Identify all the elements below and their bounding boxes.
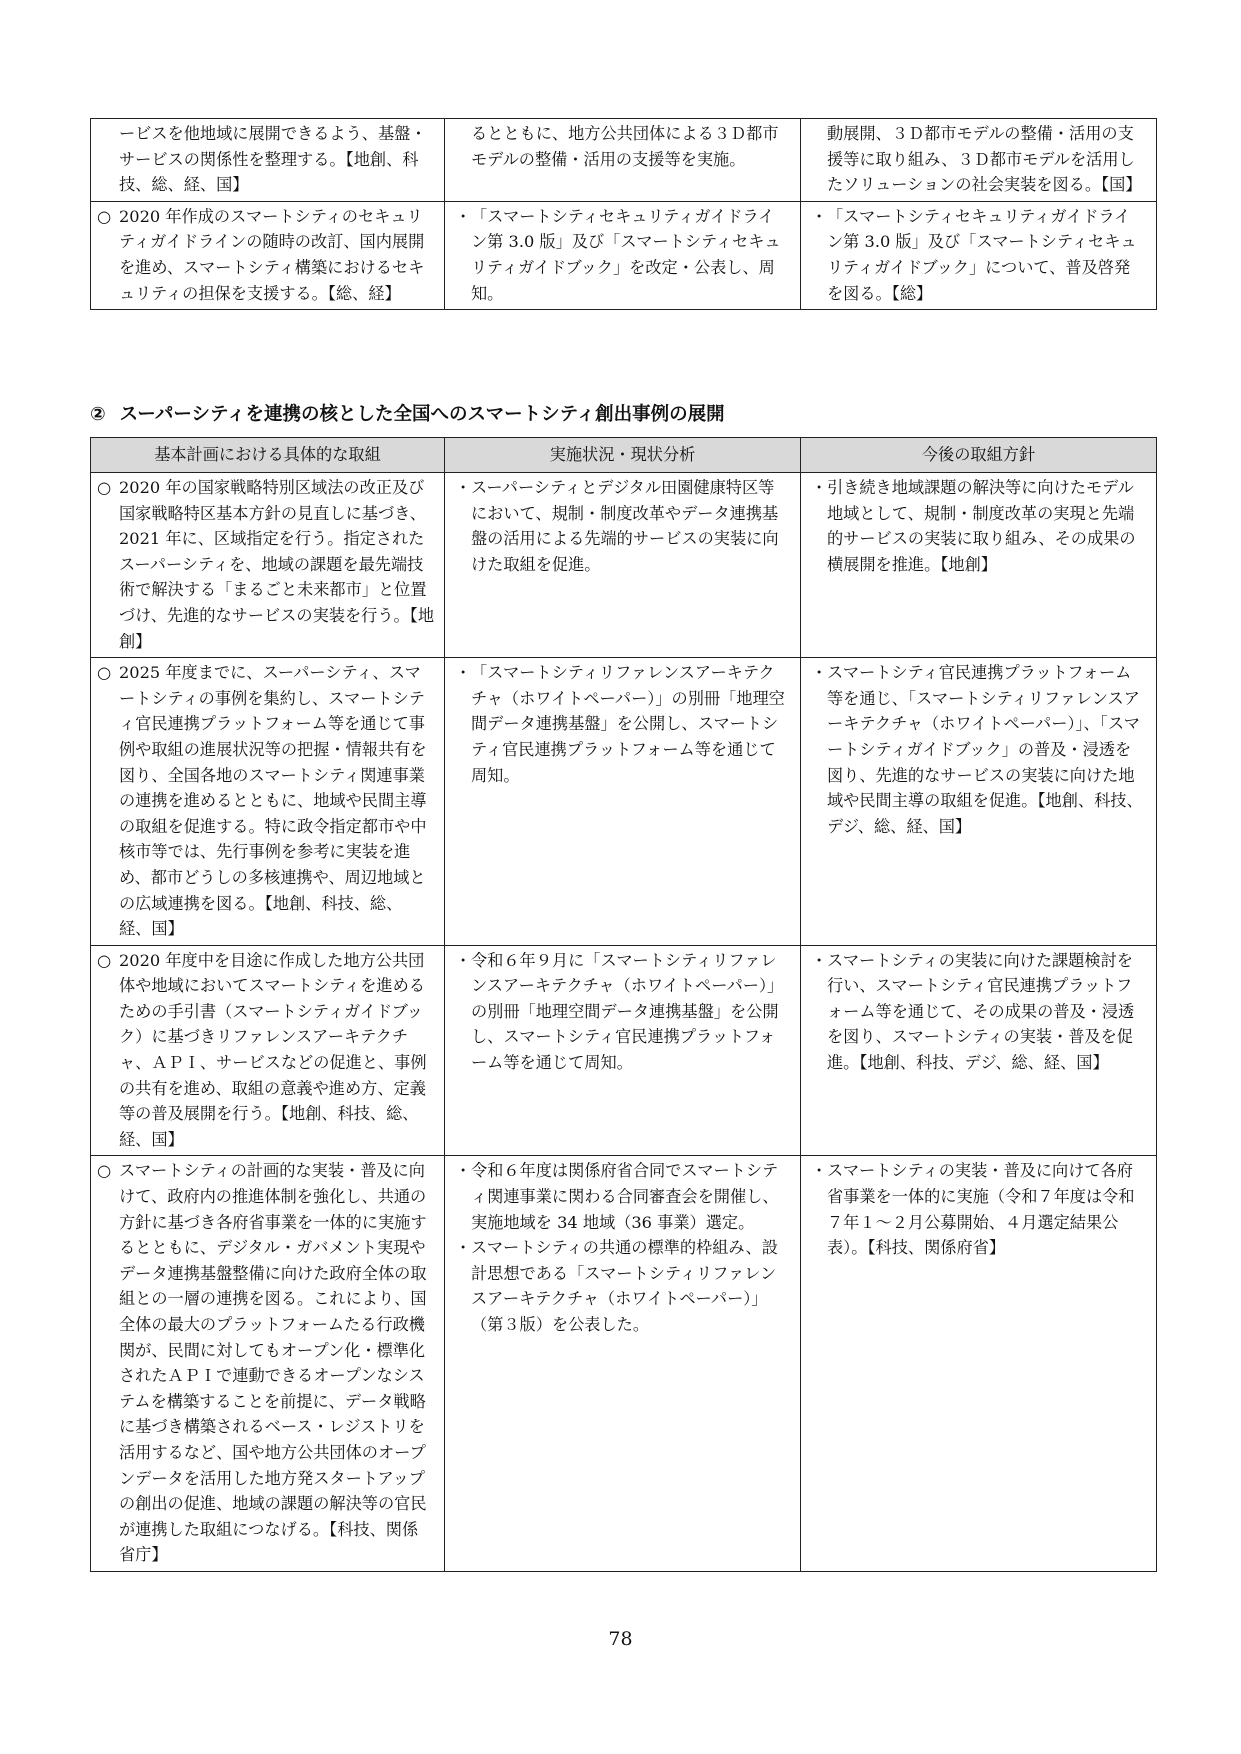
status-cell	[445, 658, 801, 946]
table-row	[91, 201, 1157, 309]
plan-text: ○ 2020 年度中を目途に作成した地方公共団体や地域においてスマートシティを進めるための手引書（スマートシティガイドブック）に基づきリファレンスアーキテクチャ、ＡＰＩ、サービスなどの促進と、事例の共有を進め、取組の意義や進め方、定義等の普及展開を行う。【地創、科技、総、経、国】	[101, 948, 434, 1153]
plan-text: ○ 2025 年度までに、スーパーシティ、スマートシティの事例を集約し、スマートシティ官民連携プラットフォーム等を通じて事例や取組の進展状況等の把握・情報共有を図り、全国各地のスマートシティ関連事業の連携を進めるとともに、地域や民間主導の取組を促進する。特に政令指定都市や中核市等では、先行事例を参考に実装を進め、都市どうしの多核連携や、周辺地域との広域連携を図る。【地創、科技、総、経、国】	[101, 660, 434, 942]
plan-text: ービスを他地域に展開できるよう、基盤・サービスの関係性を整理する。【地創、科技、総、経、国】	[119, 124, 427, 195]
status-cell	[445, 945, 801, 1156]
status-cell	[445, 119, 801, 202]
bullet-marker-icon: ・	[811, 1161, 828, 1181]
status-cell	[445, 1156, 801, 1572]
plan-text: ○ 2020 年の国家戦略特別区域法の改正及び国家戦略特区基本方針の見直しに基づき、2021 年に、区域指定を行う。指定されたスーパーシティを、地域の課題を最先端技術で解決する「まるごと未来都市」と位置づけ、先進的なサービスの実装を行う。【地創】	[101, 475, 434, 654]
plan-cell	[91, 201, 445, 309]
plan-cell	[91, 658, 445, 946]
bullet-marker-icon: ・	[455, 1161, 472, 1181]
bullet-marker-icon: ・	[455, 950, 472, 970]
policy-text: ・ 「スマートシティセキュリティガイドライン第 3.0 版」及び「スマートシティセキュリティガイドブック」について、普及啓発を図る。【総】	[811, 204, 1146, 306]
bullet-marker-icon: ・	[455, 1238, 472, 1258]
bullet-marker-icon: ・	[455, 663, 472, 683]
status-item: ・ 令和６年９月に「スマートシティリファレンスアーキテクチャ（ホワイトペーパー）」の別冊「地理空間データ連携基盤」を公開し、スマートシティ官民連携プラットフォーム等を通じて周知。	[455, 948, 790, 1076]
policy-cell	[801, 119, 1157, 202]
bullet-marker-icon: ・	[811, 478, 828, 497]
bullet-marker-icon: ・	[811, 206, 828, 226]
policy-text: ・ スマートシティの実装・普及に向けて各府省事業を一体的に実施（令和７年度は令和７年１～２月公募開始、４月選定結果公表）。【科技、関係府省】	[811, 1158, 1146, 1260]
policy-text: ・ 引き続き地域課題の解決等に向けたモデル地域として、規制・制度改革の実現と先端的サービスの実装に取り組み、その成果の横展開を推進。【地創】	[811, 475, 1146, 577]
column-header-status: 実施状況・現状分析	[445, 438, 801, 473]
table-row	[91, 473, 1157, 658]
status-cell	[445, 473, 801, 658]
status-text: るとともに、地方公共団体による３Ｄ都市モデルの整備・活用の支援等を実施。	[471, 124, 779, 169]
policy-cell	[801, 945, 1157, 1156]
status-item: ・ 令和６年度は関係府省合同でスマートシティ関連事業に関わる合同審査会を開催し、実施地域を 34 地域（36 事業）選定。	[455, 1158, 790, 1235]
status-item: ・ スマートシティの共通の標準的枠組み、設計思想である「スマートシティリファレンスアーキテクチャ（ホワイトペーパー）」（第３版）を公表した。	[455, 1235, 790, 1337]
status-text: ・ 「スマートシティセキュリティガイドライン第 3.0 版」及び「スマートシティセキュリティガイドブック」を改定・公表し、周知。	[455, 204, 790, 306]
policy-cell	[801, 1156, 1157, 1572]
status-cell	[445, 201, 801, 309]
table-header-row	[91, 438, 1157, 473]
policy-text: ・ スマートシティ官民連携プラットフォーム等を通じ、「スマートシティリファレンスアーキテクチャ（ホワイトペーパー）」、「スマートシティガイドブック」の普及・浸透を図り、先進的なサービスの実装に向けた地域や民間主導の取組を促進。【地創、科技、デジ、総、経、国】	[811, 660, 1146, 839]
policy-cell	[801, 658, 1157, 946]
main-table	[90, 437, 1157, 1572]
bullet-marker-icon: ・	[811, 950, 828, 970]
bullet-marker-icon: ・	[811, 663, 828, 683]
plan-cell	[91, 1156, 445, 1572]
table-row	[91, 119, 1157, 202]
column-header-plan: 基本計画における具体的な取組	[91, 438, 445, 473]
page-number: 78	[608, 1628, 633, 1650]
circle-marker-icon: ○	[97, 1161, 112, 1181]
section-title: スーパーシティを連携の核とした全国へのスマートシティ創出事例の展開	[119, 404, 725, 425]
bullet-marker-icon: ・	[455, 478, 472, 497]
plan-cell	[91, 945, 445, 1156]
circle-marker-icon: ○	[97, 206, 112, 226]
circle-marker-icon: ○	[97, 478, 112, 497]
table-row	[91, 658, 1157, 946]
section-number: ②	[90, 404, 106, 425]
status-item: ・ スーパーシティとデジタル田園健康特区等において、規制・制度改革やデータ連携基盤の活用による先端的サービスの実装に向けた取組を促進。	[455, 475, 790, 577]
section-heading	[90, 402, 725, 428]
bullet-marker-icon: ・	[455, 206, 472, 226]
table-row	[91, 945, 1157, 1156]
top-continuation-table	[90, 118, 1157, 310]
status-item: ・ 「スマートシティリファレンスアーキテクチャ（ホワイトペーパー）」の別冊「地理空間データ連携基盤」を公開し、スマートシティ官民連携プラットフォーム等を通じて周知。	[455, 660, 790, 788]
circle-marker-icon: ○	[97, 663, 112, 683]
plan-text: ○ 2020 年作成のスマートシティのセキュリティガイドラインの随時の改訂、国内展開を進め、スマートシティ構築におけるセキュリティの担保を支援する。【総、経】	[101, 204, 434, 306]
policy-text: ・ スマートシティの実装に向けた課題検討を行い、スマートシティ官民連携プラットフォーム等を通じて、その成果の普及・浸透を図り、スマートシティの実装・普及を促進。【地創、科技、デジ、総、経、国】	[811, 948, 1146, 1076]
policy-cell	[801, 201, 1157, 309]
plan-cell	[91, 119, 445, 202]
policy-text: 動展開、３Ｄ都市モデルの整備・活用の支援等に取り組み、３Ｄ都市モデルを活用したソリューションの社会実装を図る。【国】	[827, 124, 1142, 195]
plan-cell	[91, 473, 445, 658]
plan-text: ○ スマートシティの計画的な実装・普及に向けて、政府内の推進体制を強化し、共通の方針に基づき各府省事業を一体的に実施するとともに、デジタル・ガバメント実現やデータ連携基盤整備に向けた政府全体の取組との一層の連携を図る。これにより、国全体の最大のプラットフォームたる行政機関が、民間に対してもオープン化・標準化されたＡＰＩで連動できるオープンなシステムを構築することを前提に、データ戦略に基づき構築されるベース・レジストリを活用するなど、国や地方公共団体のオープンデータを活用した地方発スタートアップの創出の促進、地域の課題の解決等の官民が連携した取組につなげる。【科技、関係省庁】	[101, 1158, 434, 1568]
column-header-policy: 今後の取組方針	[801, 438, 1157, 473]
policy-cell	[801, 473, 1157, 658]
table-row	[91, 1156, 1157, 1572]
circle-marker-icon: ○	[97, 950, 112, 970]
